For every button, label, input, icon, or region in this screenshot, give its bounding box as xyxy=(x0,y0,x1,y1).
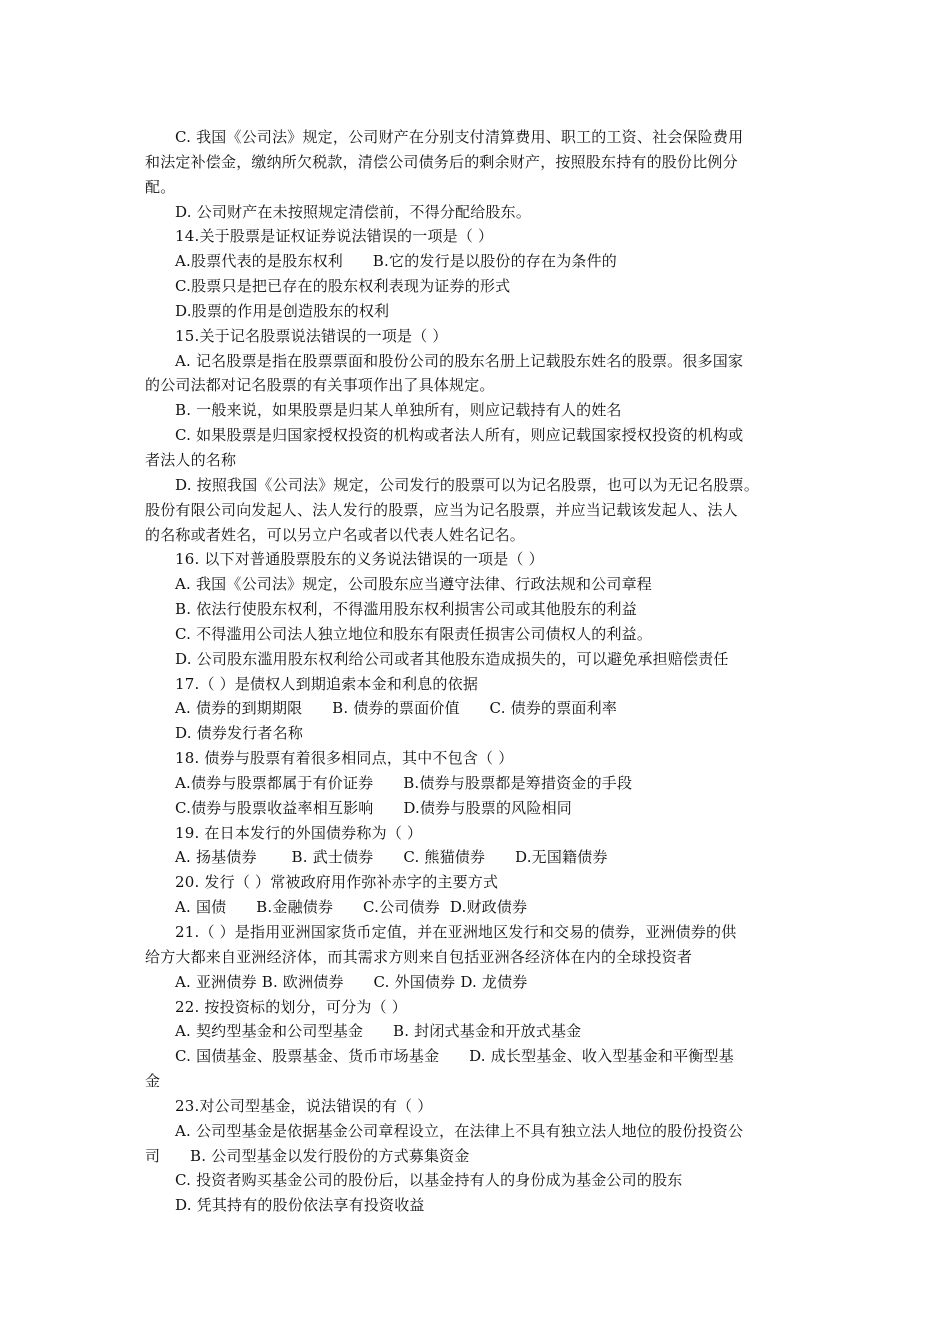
text-line: 者法人的名称 xyxy=(145,450,237,469)
text-line: 20. 发行（ ）常被政府用作弥补赤字的主要方式 xyxy=(175,873,499,892)
text-line: 股份有限公司向发起人、法人发行的股票，应当为记名股票，并应当记载该发起人、法人 xyxy=(145,500,738,519)
text-line: A. 国债 B.金融债券 C.公司债券 D.财政债券 xyxy=(175,898,528,917)
text-line: A. 亚洲债券 B. 欧洲债券 C. 外国债券 D. 龙债券 xyxy=(175,972,528,991)
text-line: D. 凭其持有的股份依法享有投资收益 xyxy=(175,1196,425,1215)
text-line: C.债券与股票收益率相互影响 D.债券与股票的风险相同 xyxy=(175,798,572,817)
text-line: 22. 按投资标的划分，可分为（ ） xyxy=(175,997,407,1016)
text-line: C. 不得滥用公司法人独立地位和股东有限责任损害公司债权人的利益。 xyxy=(175,624,653,643)
text-line: C. 投资者购买基金公司的股份后，以基金持有人的身份成为基金公司的股东 xyxy=(175,1171,683,1190)
text-line: 和法定补偿金，缴纳所欠税款，清偿公司债务后的剩余财产，按照股东持有的股份比例分 xyxy=(145,152,738,171)
text-line: A. 公司型基金是依据基金公司章程设立，在法律上不具有独立法人地位的股份投资公 xyxy=(175,1121,744,1140)
text-line: B. 一般来说，如果股票是归某人单独所有，则应记载持有人的姓名 xyxy=(175,401,622,420)
text-line: 的公司法都对记名股票的有关事项作出了具体规定。 xyxy=(145,376,495,395)
text-line: 配。 xyxy=(145,177,176,196)
text-line: C. 如果股票是归国家授权投资的机构或者法人所有，则应记载国家授权投资的机构或 xyxy=(175,426,744,445)
text-line: D. 公司财产在未按照规定清偿前，不得分配给股东。 xyxy=(175,202,532,221)
text-line: A. 我国《公司法》规定，公司股东应当遵守法律、行政法规和公司章程 xyxy=(175,575,652,594)
text-line: 司 B. 公司型基金以发行股份的方式募集资金 xyxy=(145,1146,470,1165)
text-line: A.债券与股票都属于有价证券 B.债券与股票都是筹措资金的手段 xyxy=(175,773,633,792)
text-line: C. 我国《公司法》规定，公司财产在分别支付清算费用、职工的工资、社会保险费用 xyxy=(175,128,744,146)
text-line: D.股票的作用是创造股东的权利 xyxy=(175,301,390,320)
text-line: 16. 以下对普通股票股东的义务说法错误的一项是（ ） xyxy=(175,550,544,569)
text-line: 18. 债券与股票有着很多相同点，其中不包含（ ） xyxy=(175,749,514,768)
text-line: 21.（ ）是指用亚洲国家货币定值，并在亚洲地区发行和交易的债券，亚洲债券的供 xyxy=(175,923,737,941)
text-line: C. 国债基金、股票基金、货币市场基金 D. 成长型基金、收入型基金和平衡型基 xyxy=(175,1047,734,1066)
text-line: 的名称或者姓名，可以另立户名或者以代表人姓名记名。 xyxy=(145,525,526,544)
text-line: 19. 在日本发行的外国债券称为（ ） xyxy=(175,823,423,842)
text-line: 给方大都来自亚洲经济体，而其需求方则来自包括亚洲各经济体在内的全球投资者 xyxy=(145,947,693,966)
text-line: 15.关于记名股票说法错误的一项是（ ） xyxy=(175,326,448,345)
text-line: 17.（ ）是债权人到期追索本金和利息的依据 xyxy=(175,674,479,693)
text-line: 金 xyxy=(145,1072,161,1091)
document-page xyxy=(145,125,825,1218)
text-line: A. 扬基债券 B. 武士债券 C. 熊猫债券 D.无国籍债券 xyxy=(175,848,608,867)
text-line: A. 记名股票是指在股票票面和股份公司的股东名册上记载股东姓名的股票。很多国家 xyxy=(175,351,744,370)
text-line: A. 契约型基金和公司型基金 B. 封闭式基金和开放式基金 xyxy=(175,1022,582,1041)
text-line: 14.关于股票是证权证券说法错误的一项是（ ） xyxy=(175,227,494,246)
text-line: A. 债券的到期期限 B. 债券的票面价值 C. 债券的票面利率 xyxy=(175,699,618,718)
text-line: B. 依法行使股东权利，不得滥用股东权利损害公司或其他股东的利益 xyxy=(175,600,637,619)
text-line: D. 债券发行者名称 xyxy=(175,724,304,743)
text-line: D. 公司股东滥用股东权利给公司或者其他股东造成损失的，可以避免承担赔偿责任 xyxy=(175,649,729,668)
text-line: C.股票只是把已存在的股东权利表现为证券的形式 xyxy=(175,277,511,296)
text-line: D. 按照我国《公司法》规定，公司发行的股票可以为记名股票，也可以为无记名股票。 xyxy=(175,475,760,494)
text-line: 23.对公司型基金，说法错误的有（ ） xyxy=(175,1096,433,1115)
text-line: A.股票代表的是股东权利 B.它的发行是以股份的存在为条件的 xyxy=(175,252,618,271)
